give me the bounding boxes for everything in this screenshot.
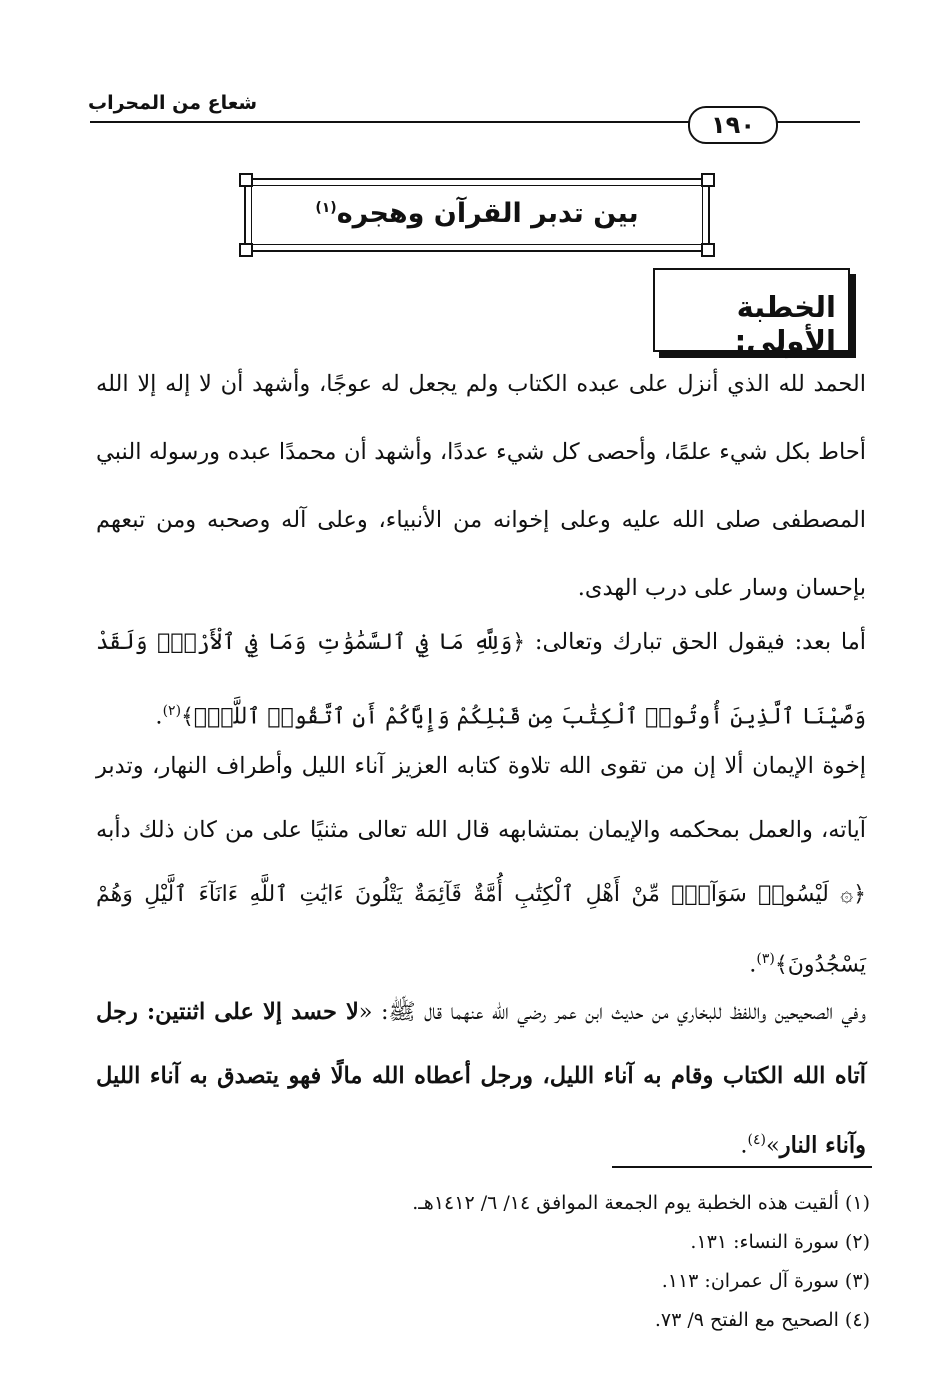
hadith-text: لا حسد إلا على اثنتين: رجل آتاه الله الكتاب وقام به آناء الليل، ورجل أعطاه الله مالًا فهو يتصدق به آناء الليل وآناء النار <box>96 999 866 1159</box>
paragraph-opening <box>96 350 866 622</box>
punctuation: . <box>740 1132 748 1159</box>
paragraph-text: وفي الصحيحين واللفظ للبخاري من حديث ابن عمر رضي الله عنهما قال ﷺ: « <box>358 999 866 1025</box>
chapter-title-text: بين تدبر القرآن وهجره <box>336 198 639 229</box>
paragraph-text: إخوة الإيمان ألا إن من تقوى الله تلاوة كتابه العزيز آناء الليل وأطراف النهار، وتدبر آياته، والعمل بمحكمه والإيمان بمتشابهه قال الله تعالى مثنيًا على من كان ذلك دأبه <box>96 753 866 843</box>
chapter-title <box>246 198 708 229</box>
quran-verse: ﴿وَلِلَّهِ مَا فِي ٱلسَّمَٰوَٰتِ وَمَا فِي ٱلْأَرْضِۗ وَلَقَدْ وَصَّيْنَا ٱلَّذِينَ أُوتُوا۟ ٱلْكِتَٰبَ مِن قَبْلِكُمْ وَإِيَّاكُمْ أَنِ ٱتَّقُوا۟ ٱللَّهَۚ﴾ <box>96 630 866 730</box>
running-header-title: شعاع من المحراب <box>88 92 258 114</box>
page-number: ١٩٠ <box>688 106 778 144</box>
footnote-4: (٤) الصحيح مع الفتح ٩/ ٧٣. <box>654 1309 870 1331</box>
footnote-3: (٣) سورة آل عمران: ١١٣. <box>661 1270 870 1292</box>
chapter-title-box <box>244 178 710 252</box>
paragraph-text: الحمد لله الذي أنزل على عبده الكتاب ولم يجعل له عوجًا، وأشهد أن لا إله إلا الله أحاط بكل شيء علمًا، وأحصى كل شيء عددًا، وأشهد أن محمدًا عبده ورسوله النبي المصطفى صلى الله عليه وعلى إخوانه من الأنبياء، وعلى آله وصحبه ومن تبعهم بإحسان وسار على درب الهدى. <box>96 371 866 601</box>
quote-close: » <box>765 1132 780 1159</box>
frame-corner <box>701 173 715 187</box>
footnote-2: (٢) سورة النساء: ١٣١. <box>690 1231 870 1253</box>
footnote-rule <box>612 1166 872 1168</box>
footnote-1: (١) ألقيت هذه الخطبة يوم الجمعة الموافق ١٤/ ٦/ ١٤١٢هـ. <box>412 1192 870 1214</box>
footnote-ref: (٢) <box>162 703 182 719</box>
frame-corner <box>239 173 253 187</box>
section-heading: الخطبة الأولى: <box>734 290 836 358</box>
paragraph <box>96 980 866 1178</box>
footnotes <box>110 1184 870 1340</box>
paragraph-quran-1 <box>96 608 866 752</box>
section-heading-box <box>653 268 850 358</box>
paragraph-hadith <box>96 980 866 1178</box>
paragraph-quran-2 <box>96 734 866 998</box>
quran-verse: ﴿۞ لَيْسُوا۟ سَوَآءًۗ مِّنْ أَهْلِ ٱلْكِتَٰبِ أُمَّةٌ قَآئِمَةٌ يَتْلُونَ ءَايَٰتِ ٱللَّهِ ءَانَآءَ ٱلَّيْلِ وَهُمْ يَسْجُدُونَ﴾ <box>96 882 866 978</box>
footnote-ref: (٣) <box>756 951 775 967</box>
frame-corner <box>239 243 253 257</box>
punctuation: . <box>155 703 163 730</box>
paragraph-text: أما بعد: فيقول الحق تبارك وتعالى: <box>525 629 866 655</box>
paragraph <box>96 734 866 998</box>
footnote-ref: (٤) <box>747 1132 766 1148</box>
paragraph <box>96 608 866 752</box>
frame-corner <box>701 243 715 257</box>
footnote-ref: (١) <box>315 200 337 216</box>
punctuation: . <box>749 951 757 978</box>
